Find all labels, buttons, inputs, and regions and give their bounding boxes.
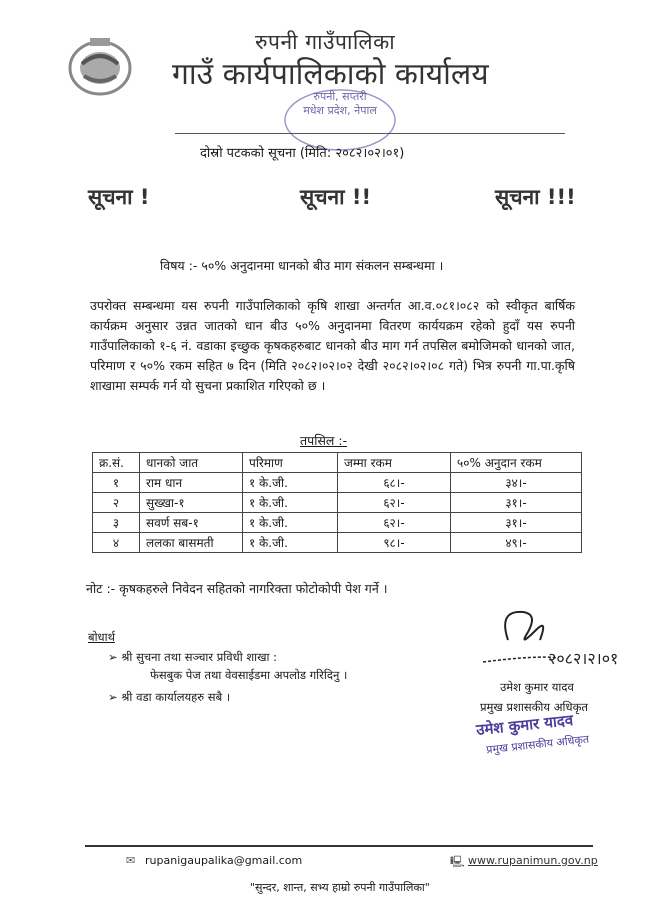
table-cell: ३१।-: [451, 513, 582, 533]
table-cell: ४: [93, 533, 140, 553]
table-cell: ३४।-: [451, 473, 582, 493]
footer-website[interactable]: www.rupanimun.gov.np: [468, 854, 598, 867]
footer-email[interactable]: rupanigaupalika@gmail.com: [145, 854, 303, 867]
table-row: [93, 513, 582, 533]
table-header-row: [93, 453, 582, 473]
note-line: नोट :- कृषकहरुले निवेदन सहितको नागरिक्ता फोटोकोपी पेश गर्ने ।: [86, 581, 388, 596]
table-cell: ललका बासमती: [140, 533, 243, 553]
cc-item-1: ➢ श्री सुचना तथा सञ्चार प्रविधी शाखा :: [108, 650, 278, 664]
signature-icon: [478, 600, 628, 670]
table-row: [93, 533, 582, 553]
table-cell: सवर्ण सब-१: [140, 513, 243, 533]
body-paragraph: उपरोक्त सम्बन्धमा यस रुपनी गाउँपालिकाको कृषि शाखा अन्तर्गत आ.व.०८१।०८२ को स्वीकृत बार्षिक कार्यक्रम अनुसार उन्नत जातको धान बीउ ५०% अनुदानमा वितरण कार्ययक्रम रहेको हुदाँ यस रुपनी गाउँपालिकाको १-६ नं. वडाका इच्छुक कृषकहरुबाट धानको बीउ माग गर्न तपसिल बमोजिमको धानको जात, परिमाण र ५०% रकम सहित ७ दिन (मिति २०८२।०२।०२ देखी २०८२।०२।०८ गते) भित्र रुपनी गा.पा.कृषि शाखामा सम्पर्क गर्न यो सुचना प्रकाशित गरिएको छ ।: [90, 298, 575, 393]
header-divider: [175, 133, 565, 134]
computer-icon: 🖳: [450, 855, 465, 868]
signatory-name: उमेश कुमार यादव: [500, 680, 574, 694]
office-stamp-text: रुपनी, सप्तरी मधेश प्रदेश, नेपाल: [303, 90, 377, 117]
col-header: जम्मा रकम: [338, 453, 451, 473]
signatory-title: प्रमुख प्रशासकीय अधिकृत: [480, 700, 588, 714]
second-notice-line: दोस्रो पटकको सूचना (मिति: २०८२।०२।०१): [200, 146, 405, 161]
table-cell: १ के.जी.: [243, 473, 338, 493]
signature-date: २०८२।२।०१: [548, 649, 619, 668]
municipality-name: रुपनी गाउँपालिका: [255, 30, 396, 54]
table-cell: ४९।-: [451, 533, 582, 553]
table-cell: ६२।-: [338, 493, 451, 513]
table-cell: सुख्खा-१: [140, 493, 243, 513]
notice-word-2: सूचना !!: [300, 185, 372, 209]
table-cell: ६२।-: [338, 513, 451, 533]
schedule-label: तपसिल :-: [300, 433, 348, 448]
table-cell: ९८।-: [338, 533, 451, 553]
table-row: [93, 493, 582, 513]
subject-line: विषय :- ५०% अनुदानमा धानको बीउ माग संकलन सम्बन्धमा ।: [160, 258, 444, 273]
col-header: धानको जात: [140, 453, 243, 473]
signatory-stamp-name: उमेश कुमार यादव: [475, 710, 574, 740]
office-name: गाउँ कार्यपालिकाको कार्यालय: [172, 57, 489, 92]
table-cell: राम धान: [140, 473, 243, 493]
table-cell: १: [93, 473, 140, 493]
footer-divider: [85, 845, 593, 847]
nepal-emblem-icon: [60, 30, 140, 100]
cc-item-1-detail: फेसबुक पेज तथा वेवसाईडमा अपलोड गरिदिनु ।: [150, 668, 348, 682]
table-cell: २: [93, 493, 140, 513]
seed-table: [92, 452, 582, 553]
footer-slogan: "सुन्दर, शान्त, सभ्य हाम्रो रुपनी गाउँपालिका": [250, 881, 430, 894]
cc-item-2: ➢ श्री वडा कार्यालयहरु सबै ।: [108, 690, 231, 704]
signatory-stamp-title: प्रमुख प्रशासकीय अधिकृत: [485, 732, 590, 757]
table-cell: १ के.जी.: [243, 513, 338, 533]
table-cell: ३: [93, 513, 140, 533]
col-header: क्र.सं.: [93, 453, 140, 473]
email-icon: ✉: [126, 854, 136, 867]
table-cell: १ के.जी.: [243, 493, 338, 513]
table-cell: ३१।-: [451, 493, 582, 513]
col-header: परिमाण: [243, 453, 338, 473]
notice-word-3: सूचना !!!: [495, 185, 576, 209]
table-row: [93, 473, 582, 493]
col-header: ५०% अनुदान रकम: [451, 453, 582, 473]
table-cell: ६८।-: [338, 473, 451, 493]
table-cell: १ के.जी.: [243, 533, 338, 553]
cc-heading: बोधार्थ: [88, 630, 115, 644]
notice-word-1: सूचना !: [88, 185, 150, 209]
